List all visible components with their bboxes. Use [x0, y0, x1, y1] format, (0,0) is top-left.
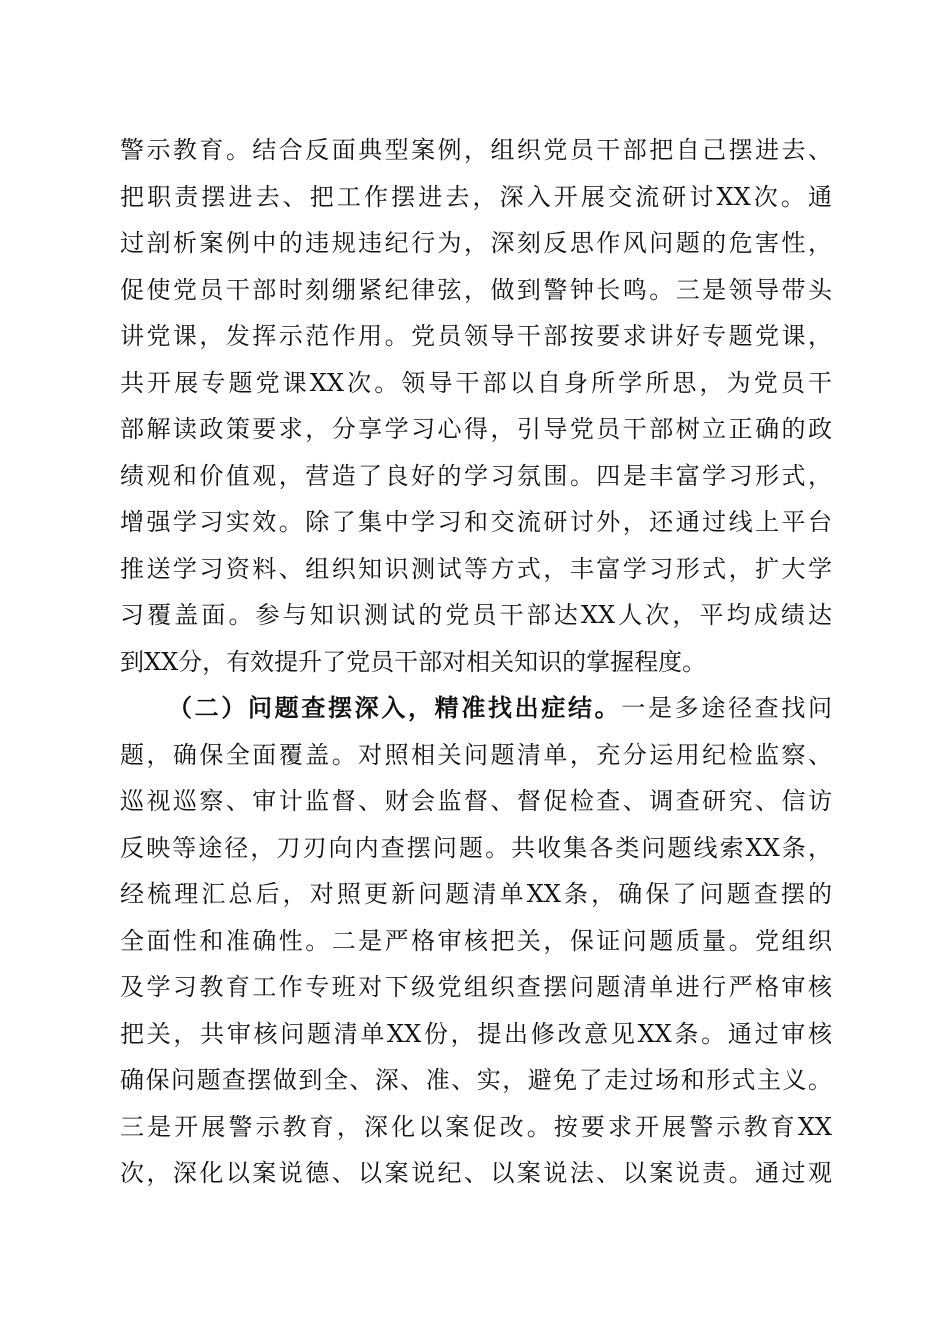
paragraph-line: 推送学习资料、组织知识测试等方式，丰富学习形式，扩大学	[120, 554, 832, 583]
paragraph-line: 把关，共审核问题清单XX份，提出修改意见XX条。通过审核	[120, 1019, 832, 1048]
paragraph-line: 促使党员干部时刻绷紧纪律弦，做到警钟长鸣。三是领导带头	[120, 275, 832, 304]
paragraph-line: 全面性和准确性。二是严格审核把关，保证问题质量。党组织	[120, 926, 832, 955]
section-heading-rest: 一是多途径查找问	[621, 694, 833, 722]
section-heading: （二）问题查摆深入，精准找出症结。	[168, 693, 622, 722]
paragraph-line: 部解读政策要求，分享学习心得，引导党员干部树立正确的政	[120, 415, 832, 443]
section-heading-line	[168, 686, 832, 730]
paragraph-line: 经梳理汇总后，对照更新问题清单XX条，确保了问题查摆的	[120, 880, 832, 908]
paragraph-line: 绩观和价值观，营造了良好的学习氛围。四是丰富学习形式，	[120, 461, 832, 490]
paragraph-line: 共开展专题党课XX次。领导干部以自身所学所思，为党员干	[120, 368, 832, 397]
paragraph-line: 警示教育。结合反面典型案例，组织党员干部把自己摆进去、	[120, 136, 832, 164]
paragraph-line: 巡视巡察、审计监督、财会监督、督促检查、调查研究、信访	[120, 787, 832, 815]
paragraph-line: 过剖析案例中的违规违纪行为，深刻反思作风问题的危害性，	[120, 229, 832, 257]
paragraph-line: 增强学习实效。除了集中学习和交流研讨外，还通过线上平台	[120, 508, 832, 536]
paragraph-line: 及学习教育工作专班对下级党组织查摆问题清单进行严格审核	[120, 973, 832, 1001]
paragraph-line: 题，确保全面覆盖。对照相关问题清单，充分运用纪检监察、	[120, 740, 832, 769]
paragraph-line: 三是开展警示教育，深化以案促改。按要求开展警示教育XX	[120, 1112, 832, 1141]
paragraph-line: 把职责摆进去、把工作摆进去，深入开展交流研讨XX次。通	[120, 182, 832, 211]
paragraph-line: 反映等途径，刀刃向内查摆问题。共收集各类问题线索XX条，	[120, 833, 832, 862]
paragraph-line: 次，深化以案说德、以案说纪、以案说法、以案说责。通过观	[120, 1159, 832, 1187]
paragraph-line: 到XX分，有效提升了党员干部对相关知识的掌握程度。	[120, 647, 707, 676]
paragraph-line: 讲党课，发挥示范作用。党员领导干部按要求讲好专题党课，	[120, 322, 832, 350]
paragraph-line: 习覆盖面。参与知识测试的党员干部达XX人次，平均成绩达	[120, 601, 832, 629]
paragraph-line: 确保问题查摆做到全、深、准、实，避免了走过场和形式主义。	[120, 1066, 832, 1094]
